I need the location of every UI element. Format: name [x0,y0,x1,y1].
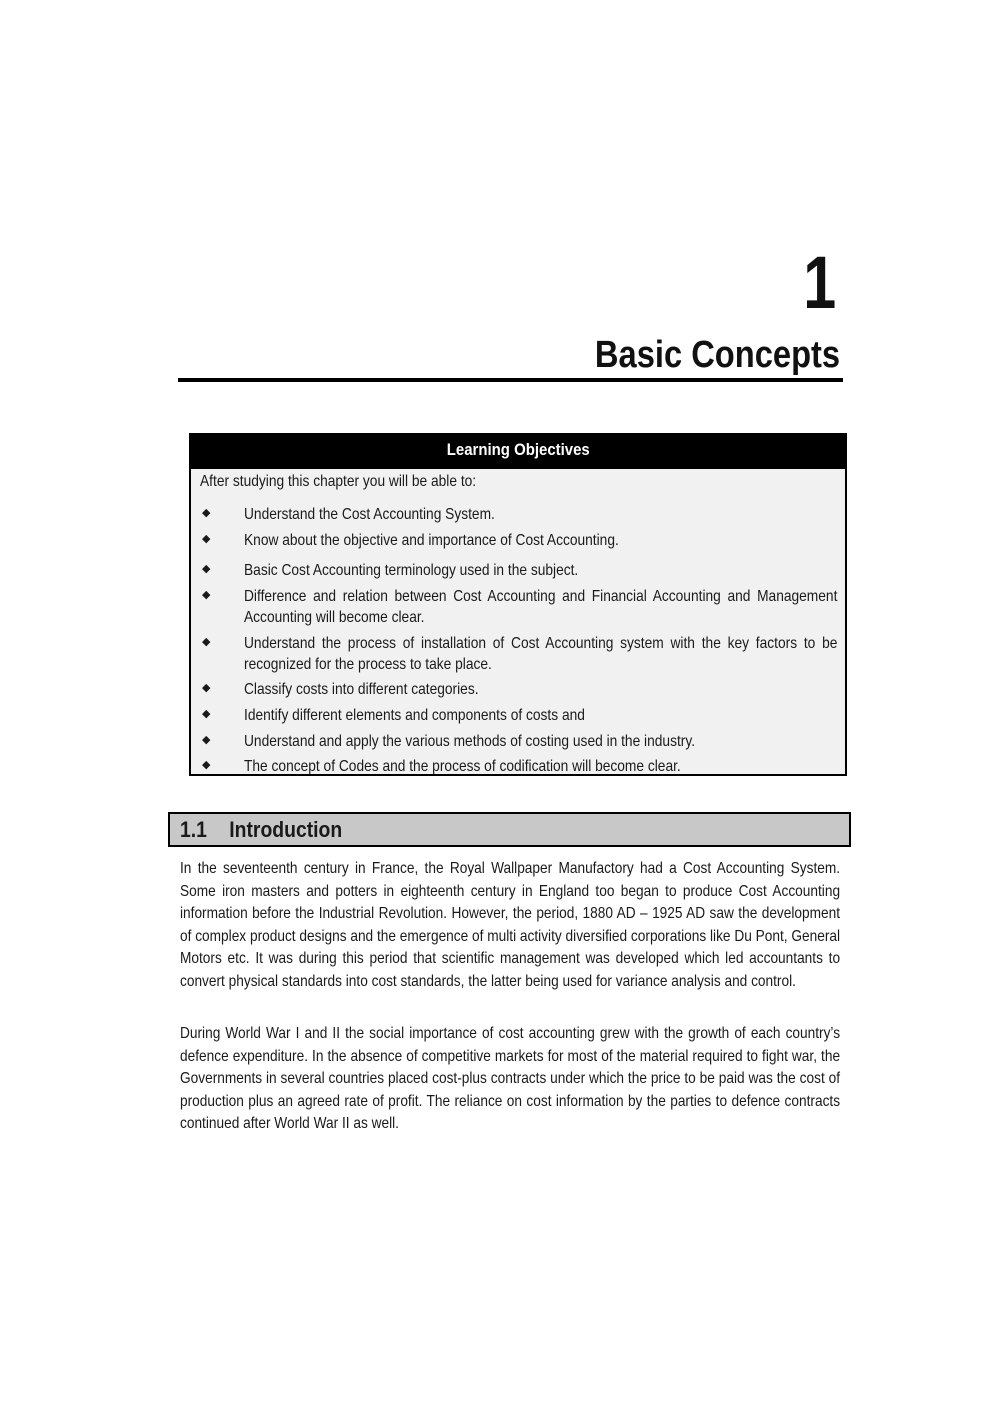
diamond-bullet-icon: ◆ [202,533,211,545]
chapter-title: Basic Concepts [594,334,840,376]
learning-objectives-header-text: Learning Objectives [446,440,590,459]
objective-text: Basic Cost Accounting terminology used in the subject. [244,562,579,579]
diamond-bullet-icon: ◆ [202,563,211,575]
section-heading-text [180,818,342,842]
objective-text: Classify costs into different categories. [244,681,479,698]
title-divider [178,378,843,382]
learning-objectives-header [191,435,845,469]
objective-text: Know about the objective and importance of Cost Accounting. [244,532,619,549]
diamond-bullet-icon: ◆ [202,734,211,746]
section-heading [168,812,851,847]
learning-objectives-box [189,433,847,776]
diamond-bullet-icon: ◆ [202,507,211,519]
objective-text: Understand the Cost Accounting System. [244,506,495,523]
section-title: Introduction [229,817,343,842]
objective-text: The concept of Codes and the process of codification will become clear. [244,758,681,775]
body-paragraph: During World War I and II the social importance of cost accounting grew with the growth of each country’s defence expenditure. In the absence of competitive markets for most of the material required to fight war, the Governments in several countries placed cost-plus contracts under which the price to be paid was the cost of production plus an agreed rate of profit. The reliance on cost information by the parties to defence contracts continued after World War II as well. [180,1025,841,1133]
diamond-bullet-icon: ◆ [202,682,211,694]
objective-text: Understand and apply the various methods of costing used in the industry. [244,733,696,750]
chapter-number: 1 [803,241,836,324]
section-number: 1.1 [180,817,207,842]
diamond-bullet-icon: ◆ [202,759,211,771]
objective-text: Understand the process of installation of Cost Accounting system with the key factors to be recognized for the process to take place. [244,635,838,673]
body-paragraph: In the seventeenth century in France, the Royal Wallpaper Manufactory had a Cost Accounting System. Some iron masters and potters in eighteenth century in England too began to produce Cost Accounting information before the Industrial Revolution. However, the period, 1880 AD – 1925 AD saw the development of complex product designs and the emergence of multi activity diversified corporations like Du Pont, General Motors etc. It was during this period that scientific management was developed which led accountants to convert physical standards into cost standards, the latter being used for variance analysis and control. [180,860,841,990]
diamond-bullet-icon: ◆ [202,589,211,601]
objective-text: Identify different elements and components of costs and [244,707,585,724]
objective-text: Difference and relation between Cost Accounting and Financial Accounting and Management Accounting will become clear. [244,588,838,626]
learning-objectives-intro: After studying this chapter you will be able to: [200,473,477,490]
diamond-bullet-icon: ◆ [202,636,211,648]
diamond-bullet-icon: ◆ [202,708,211,720]
